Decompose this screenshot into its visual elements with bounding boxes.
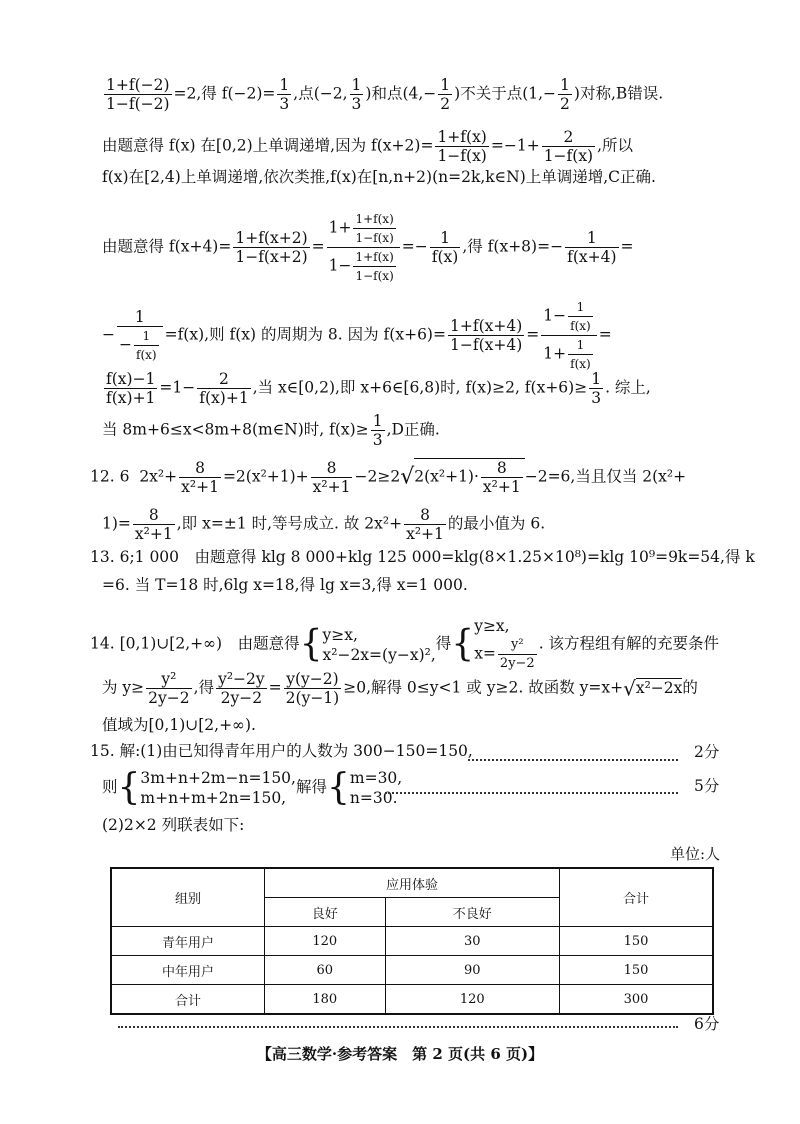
- question-12-line-2: 1)= $\frac{8}{\text{x²+1}}$ ,即 x=±1 时,等号成立. 故 2x²+ $\frac{8}{\text{x²+1}}$ 的最小值为 6.: [102, 506, 546, 543]
- question-15-line-2: 则{ 3m+n+2m−n=150, m+n+m+2n=150, 解得{ m=30, n=30.: [102, 767, 403, 808]
- table-cell: 合计: [111, 985, 265, 1015]
- contingency-table: [110, 867, 714, 1015]
- subheader-good: 良好: [265, 898, 386, 927]
- table-cell: 中年用户: [111, 956, 265, 985]
- left-brace: {: [299, 623, 323, 665]
- solution-line-7: 当 8m+6≤x<8m+8(m∈N)时, f(x)≥ $\frac{1}{3}$ ,D正确.: [102, 412, 440, 449]
- solution-line-1: $\frac{1+f(-2)}{1-f(-2)}$ =2,得 f(−2)= $\frac{1}{3}$ ,点(−2, $\frac{1}{3}$ )和点(4,− $\frac{1}{2}$ )不关于点(1,− $\frac{1}{2}$ )对称,B错误.: [106, 76, 664, 113]
- table-cell: 30: [385, 927, 560, 956]
- dotted-leader: [118, 1006, 678, 1028]
- header-total: 合计: [560, 868, 714, 927]
- table-row: [111, 956, 713, 985]
- table-cell: 300: [560, 985, 714, 1015]
- question-13-line-1: 13. 6;1 000 由题意得 klg 8 000+klg 125 000=klg(8×1.25×10⁸)=klg 10⁹=9k=54,得 k: [90, 548, 755, 566]
- solution-line-4: 由题意得 f(x+4)= $\frac{1+f(x+2)}{1-f(x+2)}$ = 1+ $\frac{1+f(x)}{1-f(x)}$ 1− $\frac{1+f(x)}{1-f(x)}$ =− $\frac{1}{f(x)}$ ,得 f(x+8)=− $\frac{1}{f(x+4)}$ =: [102, 212, 634, 283]
- table-cell: 150: [560, 956, 714, 985]
- solution-line-6: $\frac{f(x)-1}{f(x)+1}$ =1− $\frac{2}{f(x)+1}$ ,当 x∈[0,2),即 x+6∈[6,8)时, f(x)≥2, f(x+6)≥ $\frac{1}{3}$ . 综上,: [106, 370, 651, 407]
- table-cell: 180: [265, 985, 386, 1015]
- question-15-line-3: (2)2×2 列联表如下:: [102, 816, 245, 834]
- solution-line-3: f(x)在[2,4)上单调递增,依次类推,f(x)在[n,n+2)(n=2k,k∈N)上单调递增,C正确.: [102, 168, 656, 186]
- table-cell: 90: [385, 956, 560, 985]
- left-brace: {: [451, 623, 475, 665]
- dotted-leader: [468, 739, 678, 761]
- left-brace: {: [117, 767, 141, 808]
- page-footer: 【高三数学·参考答案 第 2 页(共 6 页)】: [256, 1045, 544, 1063]
- table-cell: 青年用户: [111, 927, 265, 956]
- table-cell: 120: [265, 927, 386, 956]
- score-5: 5分: [694, 777, 720, 795]
- question-13-line-2: =6. 当 T=18 时,6lg x=18,得 lg x=3,得 x=1 000.: [102, 576, 468, 594]
- table-cell: 150: [560, 927, 714, 956]
- header-group: 组别: [111, 868, 265, 927]
- table-row: [111, 927, 713, 956]
- question-12-line-1: 12. 6 2x²+ $\frac{8}{\text{x²+1}}$ =2(x²+1)+ $\frac{8}{\text{x²+1}}$ −2≥2√2(x²+1)· $\frac{8}{\text{x²+1}}$ −2=6,当且仅当 2(x²+: [90, 459, 687, 496]
- table-header-row: [111, 868, 713, 898]
- score-2: 2分: [694, 743, 720, 761]
- table-cell: 60: [265, 956, 386, 985]
- table-cell: 120: [385, 985, 560, 1015]
- unit-label: 单位:人: [670, 845, 721, 863]
- dotted-leader: [385, 772, 678, 794]
- question-14-line-1: 14. [0,1)∪[2,+∞) 由题意得{ y≥x, x²−2x=(y−x)², 得{ y≥x, x= $\frac{\text{y²}}{2y-2}$ . 该方程组有解的充要条件: [90, 617, 720, 671]
- left-brace: {: [326, 767, 350, 808]
- sqrt-symbol: √: [400, 464, 415, 490]
- question-14-line-3: 值域为[0,1)∪[2,+∞).: [102, 716, 256, 734]
- solution-line-2: 由题意得 f(x) 在[0,2)上单调递增,因为 f(x+2)= $\frac{1+f(x)}{1-f(x)}$ =−1+ $\frac{2}{1-f(x)}$ ,所以: [102, 128, 634, 165]
- question-14-line-2: 为 y≥ $\frac{\text{y²}}{2y-2}$ ,得 $\frac{\text{y²−2y}}{2y-2}$ = $\frac{y(y-2)}{2(y-1)}$ ≥0,解得 0≤y<1 或 y≥2. 故函数 y=x+√x²−2x的: [102, 670, 698, 707]
- header-experience: 应用体验: [265, 868, 560, 898]
- solution-line-5: − 1 − $\frac{1}{f(x)}$ =f(x),则 f(x) 的周期为 8. 因为 f(x+6)= $\frac{1+f(x+4)}{1-f(x+4)}$ = 1− $\frac{1}{f(x)}$ 1+ $\frac{1}{f(x)}$ =: [102, 300, 612, 371]
- score-6: 6分: [694, 1015, 720, 1033]
- question-15-line-1: 15. 解:(1)由已知得青年用户的人数为 300−150=150,: [90, 742, 473, 760]
- sqrt-symbol: √: [623, 676, 636, 701]
- subheader-bad: 不良好: [385, 898, 560, 927]
